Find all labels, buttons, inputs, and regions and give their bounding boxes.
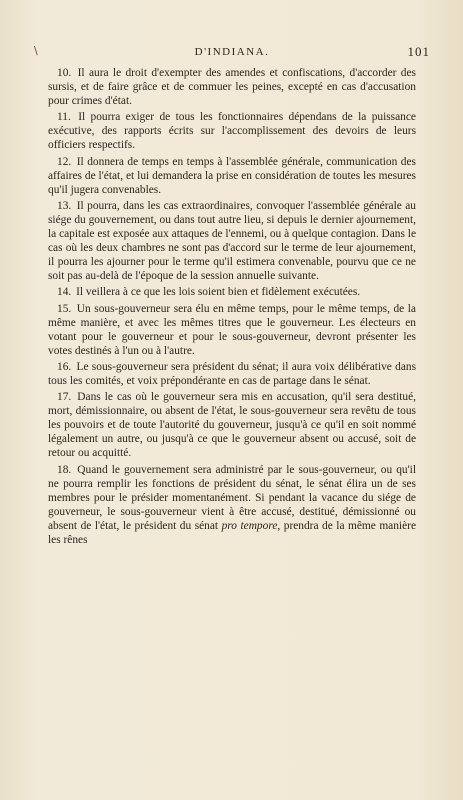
article-number: 10.: [57, 67, 72, 79]
article-text-continued: , prendra de la même manière les rênes: [48, 519, 416, 546]
article-number: 12.: [57, 155, 72, 168]
article-number: 11.: [57, 111, 71, 124]
article-18: [48, 463, 416, 548]
article-number: 17.: [57, 391, 72, 404]
article-text: Un sous-gouverneur sera élu en même temps, pour le même temps, de la même manière, et avec les mêmes titres que le gouverneur. Les électeurs en votant pour le gouverneur et pour le sous-gouverneur, devront présenter les votes destinés à l'un ou à l'autre.: [48, 302, 416, 357]
body-text: [48, 66, 416, 549]
article-text: Le sous-gouverneur sera président du sénat; il aura voix délibérative dans tous les comités, et voix prépondérante en cas de partage dans le sénat.: [48, 360, 416, 387]
running-header: [34, 46, 430, 64]
article-text: Dans le cas où le gouverneur sera mis en accusation, qu'il sera destitué, mort, démissionnaire, ou absent de l'état, le sous-gouverneur sera revêtu de tous les pouvoirs et de toute l'autorité du gouverneur, jusqu'à ce qu'il en soit nommé légalement un autre, ou jusqu'à ce que le gouverneur absent ou accusé, soit de retour ou acquitté.: [48, 391, 416, 460]
article-16: [48, 360, 416, 388]
article-14: [48, 285, 416, 299]
article-text: Quand le gouvernement sera administré par le sous-gouverneur, ou qu'il ne pourra remplir les fonctions de président du sénat, le sénat élira un de ses membres pour le présider momentanément. Si pendant la vacance du siége de gouverneur, le sous-gouverneur vient à être accusé, destitué, démissionné ou absent de l'état, le président du sénat: [48, 463, 417, 532]
article-text-italic: pro tempore: [221, 519, 278, 532]
page-number: 101: [407, 44, 430, 59]
article-text: Il donnera de temps en temps à l'assemblée générale, communication des affaires de l'état, et lui demandera la prise en considération de toutes les mesures qu'il jugera convenables.: [48, 155, 416, 196]
article-text: Il veillera à ce que les lois soient bien et fidèlement exécutées.: [76, 286, 361, 299]
article-text: Il aura le droit d'exempter des amendes et confiscations, d'accorder des sursis, et de faire grâce et de commuer les peines, excepté en cas d'accusation pour crimes d'état.: [48, 67, 416, 108]
article-11: [48, 110, 416, 152]
article-number: 14.: [57, 286, 72, 299]
article-13: [48, 199, 416, 284]
article-number: 18.: [57, 463, 72, 476]
article-17: [48, 390, 416, 460]
article-number: 16.: [57, 360, 72, 373]
article-number: 15.: [57, 302, 72, 315]
article-15: [48, 302, 416, 358]
article-text: Il pourra, dans les cas extraordinaires, convoquer l'assemblée générale au siége du gouvernement, ou dans tout autre lieu, si depuis le dernier ajournement, la capitale est exposée aux attaques de l'ennemi, ou à quelque contagion. Dans le cas où les deux chambres ne sont pas d'accord sur le terme de leur ajournement, il pourra les ajourner pour le terme qu'il estimera convenable, pourvu que ce ne soit pas au-delà de l'époque de la session annuelle suivante.: [48, 199, 416, 283]
margin-mark: \: [34, 44, 38, 57]
article-10: [48, 66, 416, 108]
article-12: [48, 155, 416, 197]
article-number: 13.: [57, 199, 72, 212]
running-title: D'INDIANA.: [194, 46, 270, 58]
article-text: Il pourra exiger de tous les fonctionnaires dépendans de la puissance exécutive, des rapports écrits sur l'accomplissement des devoirs de leurs officiers respectifs.: [48, 111, 416, 152]
